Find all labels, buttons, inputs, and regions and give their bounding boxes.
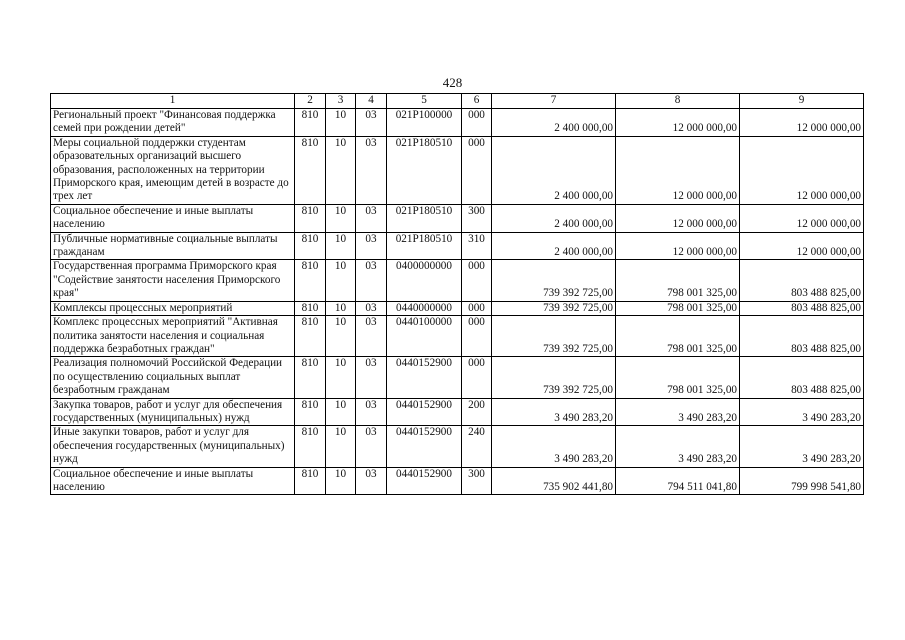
target-article-code: 0440000000	[387, 301, 462, 315]
amount-col8: 12 000 000,00	[616, 136, 740, 204]
amount-col7: 739 392 725,00	[492, 260, 616, 301]
column-header: 1	[51, 94, 295, 109]
target-article-code: 021P180510	[387, 232, 462, 260]
expense-type-code: 000	[462, 109, 492, 137]
subsection-code: 03	[356, 109, 387, 137]
subsection-code: 03	[356, 232, 387, 260]
amount-col8: 3 490 283,20	[616, 426, 740, 467]
ministry-code: 810	[295, 357, 326, 398]
amount-col9: 803 488 825,00	[740, 301, 864, 315]
section-code: 10	[326, 316, 356, 357]
row-name: Реализация полномочий Российской Федерации по осуществлению социальных выплат безработным гражданам	[51, 357, 295, 398]
section-code: 10	[326, 426, 356, 467]
expense-type-code: 000	[462, 357, 492, 398]
amount-col9: 12 000 000,00	[740, 109, 864, 137]
section-code: 10	[326, 467, 356, 495]
amount-col9: 803 488 825,00	[740, 260, 864, 301]
ministry-code: 810	[295, 398, 326, 426]
expense-type-code: 200	[462, 398, 492, 426]
subsection-code: 03	[356, 357, 387, 398]
expense-type-code: 300	[462, 467, 492, 495]
subsection-code: 03	[356, 204, 387, 232]
section-code: 10	[326, 109, 356, 137]
expense-type-code: 240	[462, 426, 492, 467]
ministry-code: 810	[295, 316, 326, 357]
ministry-code: 810	[295, 467, 326, 495]
page-number: 428	[442, 75, 463, 90]
amount-col9: 803 488 825,00	[740, 316, 864, 357]
target-article-code: 021P100000	[387, 109, 462, 137]
section-code: 10	[326, 232, 356, 260]
subsection-code: 03	[356, 467, 387, 495]
row-name: Меры социальной поддержки студентам образовательных организаций высшего образования, расположенных на территории Приморского края, имеющим детей в возрасте до трех лет	[51, 136, 295, 204]
column-header: 5	[387, 94, 462, 109]
target-article-code: 0440152900	[387, 467, 462, 495]
expense-type-code: 310	[462, 232, 492, 260]
section-code: 10	[326, 260, 356, 301]
target-article-code: 021P180510	[387, 136, 462, 204]
amount-col8: 3 490 283,20	[616, 398, 740, 426]
subsection-code: 03	[356, 301, 387, 315]
subsection-code: 03	[356, 260, 387, 301]
expense-type-code: 000	[462, 260, 492, 301]
table-row	[51, 109, 864, 137]
row-name: Социальное обеспечение и иные выплаты населению	[51, 467, 295, 495]
ministry-code: 810	[295, 426, 326, 467]
table-row	[51, 232, 864, 260]
amount-col8: 798 001 325,00	[616, 316, 740, 357]
target-article-code: 0400000000	[387, 260, 462, 301]
amount-col8: 12 000 000,00	[616, 109, 740, 137]
expense-type-code: 000	[462, 136, 492, 204]
section-code: 10	[326, 136, 356, 204]
header-row	[51, 94, 864, 109]
target-article-code: 0440152900	[387, 426, 462, 467]
table-row	[51, 136, 864, 204]
subsection-code: 03	[356, 426, 387, 467]
amount-col7: 3 490 283,20	[492, 426, 616, 467]
row-name: Региональный проект "Финансовая поддержка семей при рождении детей"	[51, 109, 295, 137]
ministry-code: 810	[295, 232, 326, 260]
ministry-code: 810	[295, 109, 326, 137]
target-article-code: 0440152900	[387, 398, 462, 426]
column-header: 8	[616, 94, 740, 109]
row-name: Социальное обеспечение и иные выплаты населению	[51, 204, 295, 232]
table-row	[51, 467, 864, 495]
table-row	[51, 204, 864, 232]
table-row	[51, 357, 864, 398]
amount-col7: 735 902 441,80	[492, 467, 616, 495]
amount-col9: 12 000 000,00	[740, 136, 864, 204]
amount-col7: 739 392 725,00	[492, 316, 616, 357]
column-header: 2	[295, 94, 326, 109]
amount-col9: 3 490 283,20	[740, 426, 864, 467]
section-code: 10	[326, 398, 356, 426]
amount-col8: 794 511 041,80	[616, 467, 740, 495]
column-header: 3	[326, 94, 356, 109]
amount-col7: 739 392 725,00	[492, 357, 616, 398]
target-article-code: 021P180510	[387, 204, 462, 232]
expense-type-code: 300	[462, 204, 492, 232]
amount-col7: 2 400 000,00	[492, 109, 616, 137]
row-name: Комплексы процессных мероприятий	[51, 301, 295, 315]
section-code: 10	[326, 204, 356, 232]
column-header: 6	[462, 94, 492, 109]
amount-col7: 3 490 283,20	[492, 398, 616, 426]
subsection-code: 03	[356, 136, 387, 204]
ministry-code: 810	[295, 260, 326, 301]
table-row	[51, 301, 864, 315]
row-name: Государственная программа Приморского края "Содействие занятости населения Приморского края"	[51, 260, 295, 301]
table-row	[51, 316, 864, 357]
column-header: 4	[356, 94, 387, 109]
amount-col8: 12 000 000,00	[616, 204, 740, 232]
amount-col8: 798 001 325,00	[616, 357, 740, 398]
amount-col8: 798 001 325,00	[616, 301, 740, 315]
amount-col8: 12 000 000,00	[616, 232, 740, 260]
amount-col7: 2 400 000,00	[492, 204, 616, 232]
row-name: Публичные нормативные социальные выплаты гражданам	[51, 232, 295, 260]
column-header: 7	[492, 94, 616, 109]
amount-col9: 803 488 825,00	[740, 357, 864, 398]
amount-col7: 2 400 000,00	[492, 232, 616, 260]
amount-col8: 798 001 325,00	[616, 260, 740, 301]
amount-col7: 2 400 000,00	[492, 136, 616, 204]
amount-col9: 799 998 541,80	[740, 467, 864, 495]
table-row	[51, 260, 864, 301]
amount-col9: 12 000 000,00	[740, 232, 864, 260]
target-article-code: 0440152900	[387, 357, 462, 398]
ministry-code: 810	[295, 204, 326, 232]
budget-table	[50, 93, 864, 495]
expense-type-code: 000	[462, 316, 492, 357]
subsection-code: 03	[356, 316, 387, 357]
table-row	[51, 426, 864, 467]
amount-col9: 3 490 283,20	[740, 398, 864, 426]
amount-col7: 739 392 725,00	[492, 301, 616, 315]
section-code: 10	[326, 357, 356, 398]
target-article-code: 0440100000	[387, 316, 462, 357]
subsection-code: 03	[356, 398, 387, 426]
amount-col9: 12 000 000,00	[740, 204, 864, 232]
row-name: Комплекс процессных мероприятий "Активная политика занятости населения и социальная поддержка безработных граждан"	[51, 316, 295, 357]
ministry-code: 810	[295, 301, 326, 315]
section-code: 10	[326, 301, 356, 315]
table-row	[51, 398, 864, 426]
row-name: Иные закупки товаров, работ и услуг для обеспечения государственных (муниципальных) нужд	[51, 426, 295, 467]
expense-type-code: 000	[462, 301, 492, 315]
column-header: 9	[740, 94, 864, 109]
row-name: Закупка товаров, работ и услуг для обеспечения государственных (муниципальных) нужд	[51, 398, 295, 426]
ministry-code: 810	[295, 136, 326, 204]
